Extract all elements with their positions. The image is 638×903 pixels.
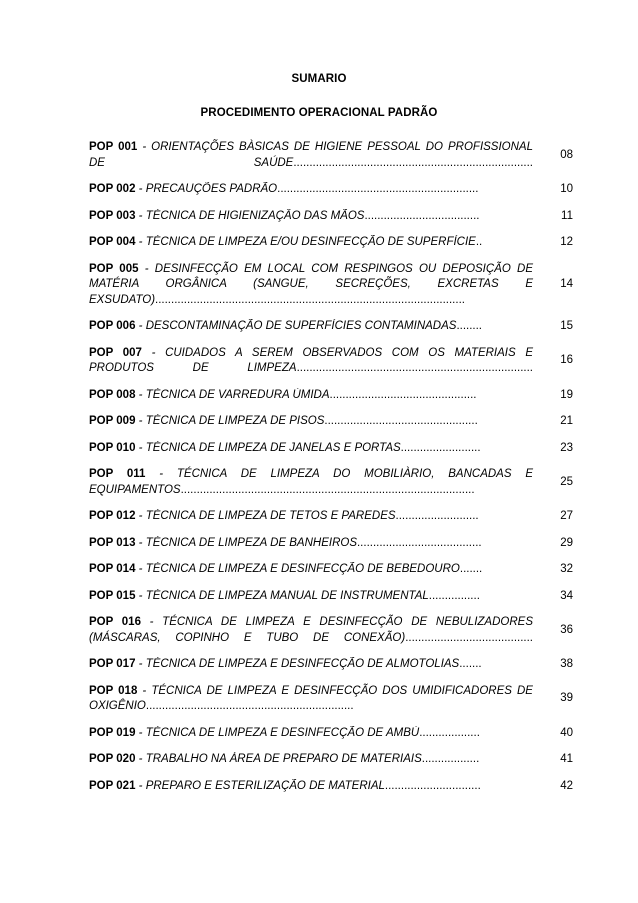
toc-entry[interactable] [89, 684, 573, 715]
toc-entry-title: - TÉCNICA DE LIMPEZA DE BANHEIROS [135, 536, 357, 549]
toc-page-number: 38 [560, 658, 573, 670]
toc-entry[interactable] [89, 319, 573, 335]
toc-entry[interactable] [89, 182, 573, 198]
toc-entry[interactable] [89, 615, 573, 646]
toc-entry-title: - TÉCNICA DE VARREDURA ÚMIDA [135, 388, 330, 401]
toc-entry-text [89, 262, 533, 309]
toc-entry-title: - DESINFECÇÃO EM LOCAL COM RESPINGOS OU DEPOSIÇÃO DE MATÉRIA ORGÂNICA (SANGUE, SECREÇÕES, EXCRETAS E EXSUDATO) [89, 262, 533, 306]
toc-entry-title: - DESCONTAMINAÇÃO DE SUPERFÍCIES CONTAMINADAS [135, 320, 457, 332]
toc-entry-code: POP 010 [89, 441, 136, 454]
toc-page-number: 42 [560, 779, 573, 792]
toc-entry-title: - TÉCNICA DE LIMPEZA E DESINFECÇÃO DOS UMIDIFICADORES DE OXIGÊNIO [89, 684, 533, 712]
section-subtitle: PROCEDIMENTO OPERACIONAL PADRÃO [200, 107, 438, 119]
toc-entry-text [89, 467, 533, 498]
toc-entry-text [89, 615, 533, 646]
toc-entry-title: - TÉCNICA DE LIMPEZA E DESINFECÇÃO DE BEBEDOURO [135, 563, 460, 575]
toc-entry[interactable] [89, 209, 573, 225]
toc-entry-code: POP 002 [89, 183, 136, 195]
toc-entry-text [89, 235, 533, 251]
toc-entry-title: - TÉCNICA DE LIMPEZA E DESINFECÇÃO DE NEBULIZADORES (MÁSCARAS, COPINHO E TUBO DE CONEXÃO) [89, 616, 533, 644]
toc-leader-dots: .. [475, 236, 483, 248]
toc-entry[interactable] [89, 346, 573, 377]
toc-entry-text [89, 726, 533, 742]
toc-entry[interactable] [89, 657, 573, 673]
toc-leader-dots: .............................. [384, 779, 481, 792]
toc-entry-text [89, 509, 533, 525]
toc-entry-code: POP 017 [89, 658, 136, 670]
toc-entry[interactable] [89, 235, 573, 251]
toc-leader-dots: ................... [419, 726, 480, 739]
toc-page-number: 14 [560, 278, 573, 290]
toc-entry-title: - TRABALHO NA ÁREA DE PREPARO DE MATERIAIS [135, 753, 422, 765]
toc-leader-dots: .......................................................................... [296, 362, 533, 374]
toc-entry-title: - TÉCNICA DE LIMPEZA DE PISOS [135, 415, 325, 427]
toc-entry[interactable] [89, 536, 573, 552]
toc-entry-title: - ORIENTAÇÕES BÀSICAS DE HIGIENE PESSOAL DO PROFISSIONAL DE SAÚDE [89, 141, 533, 169]
toc-entry-text [89, 779, 533, 795]
toc-entry-code: POP 006 [89, 320, 136, 332]
toc-entry-code: POP 008 [89, 388, 136, 401]
toc-page-number: 29 [560, 536, 573, 549]
toc-page-number: 39 [560, 692, 573, 705]
toc-leader-dots: ....................................... [356, 536, 482, 549]
toc-leader-dots: ................................................ [324, 415, 478, 427]
toc-page-number: 40 [560, 726, 573, 739]
toc-entry-code: POP 014 [89, 563, 136, 575]
toc-entry-code: POP 018 [89, 684, 138, 697]
toc-entry-text [89, 140, 533, 171]
toc-page-number: 32 [560, 563, 573, 575]
toc-leader-dots: ........................................................................... [293, 156, 533, 169]
toc-leader-dots: ................ [428, 589, 480, 602]
toc-entry-title: - TÉCNICA DE LIMPEZA E DESINFECÇÃO DE ALMOTOLIAS [135, 658, 460, 670]
toc-leader-dots: ........ [456, 320, 482, 332]
toc-leader-dots: ....... [459, 658, 482, 670]
toc-entry-code: POP 007 [89, 346, 142, 359]
toc-entry-title: - TÉCNICA DE LIMPEZA DE JANELAS E PORTAS [135, 441, 401, 454]
toc-entry-code: POP 012 [89, 510, 136, 522]
toc-page-number: 36 [560, 623, 573, 636]
toc-entry-text [89, 562, 533, 578]
toc-entry-title: - TÉCNICA DE HIGIENIZAÇÂO DAS MÃOS [135, 209, 365, 222]
toc-entry-text [89, 441, 533, 457]
toc-entry[interactable] [89, 779, 573, 795]
toc-page-number: 12 [560, 236, 573, 248]
toc-leader-dots: ......................... [400, 441, 481, 454]
toc-entry-title: - TÉCNICA DE LIMPEZA E/OU DESINFECÇÃO DE SUPERFÍCIE [135, 236, 476, 248]
toc-entry-code: POP 019 [89, 726, 136, 739]
toc-entry-text [89, 346, 533, 377]
toc-page-number: 23 [560, 441, 573, 454]
toc-entry-text [89, 319, 533, 335]
toc-entry-text [89, 657, 533, 673]
toc-entry[interactable] [89, 414, 573, 430]
toc-page-number: 25 [560, 475, 573, 488]
toc-entry[interactable] [89, 140, 573, 171]
toc-entry-text [89, 388, 533, 404]
toc-leader-dots: .................................... [364, 209, 480, 222]
toc-entry-code: POP 009 [89, 415, 136, 427]
toc-entry-code: POP 001 [89, 141, 138, 153]
toc-entry[interactable] [89, 467, 573, 498]
toc-entry-code: POP 020 [89, 753, 136, 765]
toc-leader-dots: ............................................................... [277, 183, 479, 195]
toc-page-number: 15 [560, 320, 573, 332]
toc-entry-code: POP 005 [89, 262, 139, 275]
toc-entry-title: - PRECAUÇÕES PADRÃO [135, 183, 278, 195]
toc-entry[interactable] [89, 726, 573, 742]
toc-entry-text [89, 414, 533, 430]
toc-entry[interactable] [89, 262, 573, 309]
toc-entry-code: POP 013 [89, 536, 136, 549]
toc-entry-code: POP 021 [89, 779, 136, 792]
toc-entry-title: - TÉCNICA DE LIMPEZA E DESINFECÇÃO DE AMBÚ [135, 726, 420, 739]
toc-entry-code: POP 016 [89, 616, 141, 628]
toc-entry-text [89, 182, 533, 198]
toc-entry[interactable] [89, 441, 573, 457]
toc-leader-dots: ............................................................................................ [180, 483, 475, 496]
toc-entry-code: POP 015 [89, 589, 136, 602]
toc-leader-dots: ........................................ [405, 631, 533, 644]
toc-entry[interactable] [89, 752, 573, 768]
toc-entry-text [89, 536, 533, 552]
page-title: SUMARIO [291, 73, 347, 85]
toc-page-number: 34 [560, 589, 573, 602]
toc-page-number: 11 [561, 209, 573, 222]
toc-entry-code: POP 011 [89, 468, 146, 480]
toc-page-number: 10 [560, 183, 573, 195]
toc-entry[interactable] [89, 562, 573, 578]
toc-leader-dots: .................. [421, 753, 480, 765]
toc-entry-title: - TÉCNICA DE LIMPEZA DO MOBILIÀRIO, BANCADAS E EQUIPAMENTOS [89, 468, 533, 496]
toc-entry-title: - TÉCNICA DE LIMPEZA DE TETOS E PAREDES [135, 510, 396, 522]
toc-entry-text [89, 684, 533, 715]
toc-entry-title: - PREPARO E ESTERILIZAÇÃO DE MATERIAL [135, 779, 385, 792]
toc-entry[interactable] [89, 388, 573, 404]
toc-page-number: 41 [560, 753, 573, 765]
toc-entry-title: - TÉCNICA DE LIMPEZA MANUAL DE INSTRUMENTAL [135, 589, 429, 602]
toc-entry-text [89, 209, 533, 225]
toc-leader-dots: ................................................................................................. [155, 293, 465, 306]
toc-entry-title: - CUIDADOS A SEREM OBSERVADOS COM OS MATERIAIS E PRODUTOS DE LIMPEZA [89, 346, 533, 374]
toc-leader-dots: ................................................................. [145, 700, 354, 712]
toc-leader-dots: .............................................. [329, 388, 477, 401]
toc-page-number: 21 [560, 415, 573, 427]
toc-leader-dots: ....... [459, 563, 483, 575]
toc-entry-code: POP 004 [89, 236, 136, 248]
toc-page-number: 19 [560, 388, 573, 401]
toc-page-number: 16 [560, 354, 573, 367]
toc-page-number: 27 [560, 510, 573, 522]
toc-entry[interactable] [89, 509, 573, 525]
toc-entry-text [89, 589, 533, 605]
toc-entry-text [89, 752, 533, 768]
toc-entry-code: POP 003 [89, 209, 136, 222]
table-of-contents [89, 140, 573, 805]
toc-entry[interactable] [89, 589, 573, 605]
toc-leader-dots: .......................... [395, 510, 479, 522]
toc-page-number: 08 [560, 148, 573, 161]
